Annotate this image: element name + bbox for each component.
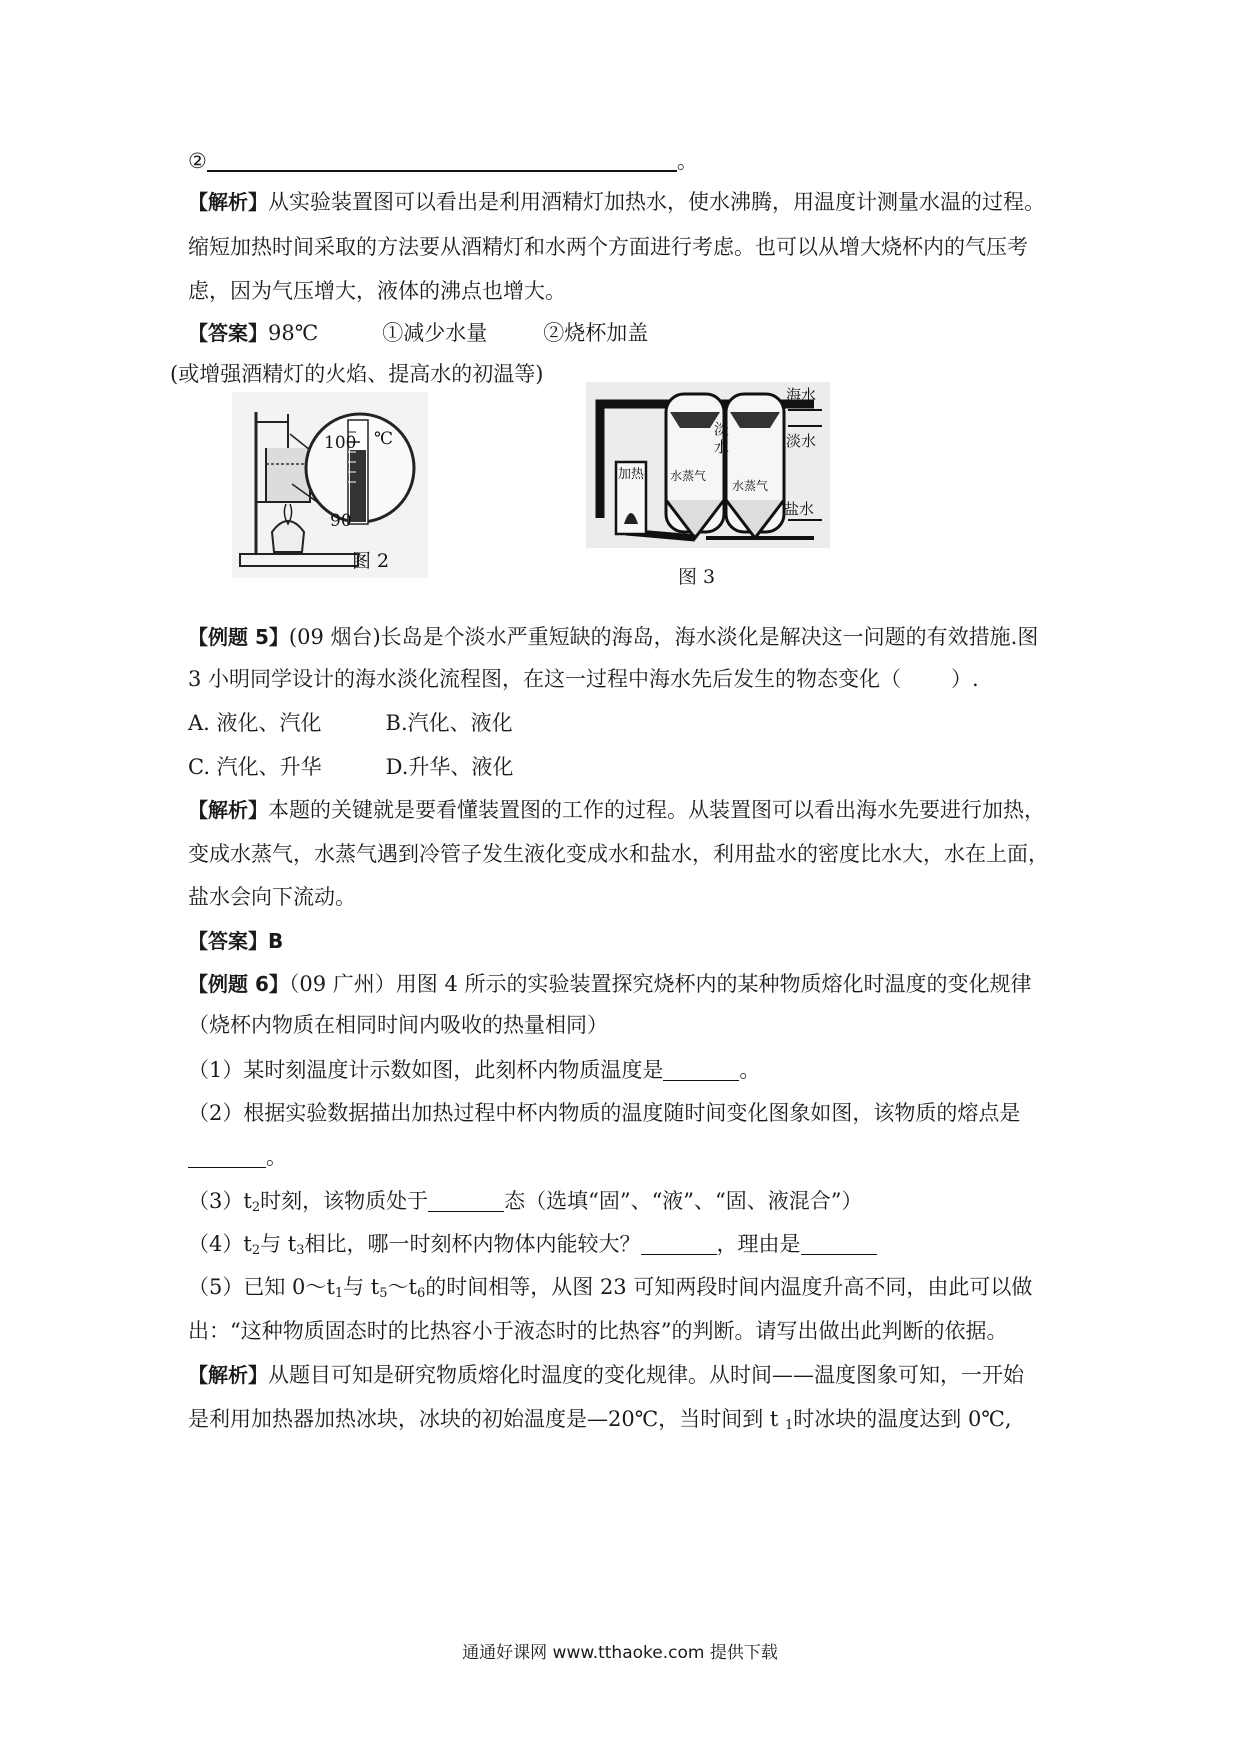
- question-2: （2）根据实验数据描出加热过程中杯内物质的温度随时间变化图象如图，该物质的熔点是: [188, 1101, 1021, 1125]
- label-vapor-2: 水蒸气: [732, 479, 769, 493]
- question-4: [188, 1229, 877, 1266]
- analysis-line-2: 缩短加热时间采取的方法要从酒精灯和水两个方面进行考虑。也可以从增大烧杯内的气压考: [188, 235, 1028, 259]
- figure-2-thermometer-apparatus: [232, 392, 428, 578]
- subscript: 2: [251, 1200, 261, 1215]
- page-footer: 通通好课网 www.tthaoke.com 提供下载: [462, 1643, 778, 1663]
- subscript: 1: [334, 1286, 344, 1301]
- analysis-text: 从题目可知是研究物质熔化时温度的变化规律。从时间——温度图象可知，一开始: [268, 1363, 1024, 1387]
- tick-label-100: 100: [324, 433, 357, 453]
- answer-line: [188, 318, 648, 348]
- answer-note: (或增强酒精灯的火焰、提高水的初温等): [170, 362, 544, 386]
- figure-3-desalination-diagram: [586, 382, 830, 548]
- analysis-text: 时冰块的温度达到 0℃,: [793, 1407, 1012, 1431]
- analysis-6-line-1: [188, 1360, 1024, 1390]
- analysis-line-1: [188, 187, 1045, 217]
- options-row-1: [188, 708, 513, 738]
- answer-value-2: ①减少水量: [382, 321, 488, 345]
- question-text: 时刻，该物质处于: [260, 1189, 429, 1213]
- figure-2-caption: 图 2: [352, 550, 390, 572]
- answer-blank: [801, 1236, 877, 1255]
- question-item-2: [188, 146, 698, 176]
- question-1: [188, 1055, 760, 1085]
- example-text-end: ）.: [951, 667, 979, 691]
- options-row-2: [188, 752, 513, 782]
- answer-value-1: 98℃: [268, 321, 319, 345]
- analysis-5-line-3: 盐水会向下流动。: [188, 885, 356, 909]
- label-water-1: 水: [714, 438, 730, 456]
- analysis-6-line-2: [188, 1404, 1012, 1441]
- subscript: 5: [379, 1286, 388, 1301]
- question-text: 态（选填“固”、“液”、“固、液混合”）: [504, 1189, 863, 1213]
- subscript: 1: [785, 1418, 794, 1433]
- question-3: [188, 1186, 863, 1223]
- question-text: （4）t: [188, 1232, 252, 1256]
- label-vapor-1: 水蒸气: [670, 469, 707, 483]
- answer-value: B: [268, 929, 284, 953]
- question-end: 。: [266, 1145, 287, 1169]
- analysis-text: 本题的关键就是要看懂装置图的工作的过程。从装置图可以看出海水先要进行加热，: [268, 798, 1045, 822]
- answer-blank: [188, 1149, 266, 1168]
- question-text: 与 t: [260, 1232, 297, 1256]
- question-text: ，理由是: [716, 1232, 801, 1256]
- example-6-line-2: （烧杯内物质在相同时间内吸收的热量相同）: [188, 1013, 608, 1037]
- answer-blank: [207, 150, 677, 172]
- answer-blank: [428, 1193, 504, 1212]
- option-b: B.汽化、液化: [385, 711, 513, 735]
- example-5-line-2: [188, 664, 979, 694]
- analysis-5-line-1: [188, 795, 1045, 825]
- label-brine: 盐水: [784, 500, 815, 518]
- question-end: 。: [739, 1058, 761, 1082]
- question-text: （5）已知 0～t: [188, 1275, 335, 1299]
- subscript: 3: [296, 1243, 305, 1258]
- answer-label: 【答案】: [188, 321, 268, 345]
- item-marker: ②: [188, 149, 207, 173]
- question-text: （1）某时刻温度计示数如图，此刻杯内物质温度是: [188, 1058, 664, 1082]
- question-5: [188, 1272, 1032, 1309]
- example-text: （09 广州）用图 4 所示的实验装置探究烧杯内的某种物质熔化时温度的变化规律: [288, 972, 1032, 996]
- analysis-label: 【解析】: [188, 798, 268, 822]
- analysis-text: 是利用加热器加热冰块，冰块的初始温度是—20℃，当时间到 t: [188, 1407, 786, 1431]
- answer-blank: [663, 1062, 739, 1081]
- question-text: 与 t: [343, 1275, 380, 1299]
- question-text: ～t: [387, 1275, 417, 1299]
- answer-5-line: [188, 926, 283, 956]
- question-text: 的时间相等，从图 23 可知两段时间内温度升高不同，由此可以做: [425, 1275, 1033, 1299]
- question-5-line-2: 出：“这种物质固态时的比热容小于液态时的比热容”的判断。请写出做出此判断的依据。: [188, 1319, 1008, 1343]
- example-text: 3 小明同学设计的海水淡化流程图，在这一过程中海水先后发生的物态变化（: [188, 667, 902, 691]
- answer-label: 【答案】: [188, 929, 268, 953]
- tick-label-90: 90: [330, 511, 352, 531]
- analysis-text: 从实验装置图可以看出是利用酒精灯加热水，使水沸腾，用温度计测量水温的过程。: [268, 190, 1045, 214]
- analysis-label: 【解析】: [188, 1363, 268, 1387]
- analysis-line-3: 虑，因为气压增大，液体的沸点也增大。: [188, 279, 566, 303]
- question-text: （3）t: [188, 1189, 252, 1213]
- example-label: 【例题 6】: [188, 972, 289, 996]
- answer-value-3: ②烧杯加盖: [543, 321, 649, 345]
- label-fresh-1: 淡: [714, 420, 730, 438]
- item-end: 。: [676, 149, 698, 173]
- option-c: C. 汽化、升华: [188, 755, 322, 779]
- answer-blank: [641, 1236, 717, 1255]
- label-seawater: 海水: [786, 386, 817, 404]
- label-heating: 加热: [618, 467, 645, 482]
- option-a: A. 液化、汽化: [188, 711, 322, 735]
- question-text: 相比，哪一时刻杯内物体内能较大？: [304, 1232, 641, 1256]
- analysis-label: 【解析】: [188, 190, 268, 214]
- question-2-blank-line: [188, 1142, 287, 1172]
- option-d: D.升华、液化: [385, 755, 514, 779]
- example-text: (09 烟台)长岛是个淡水严重短缺的海岛，海水淡化是解决这一问题的有效措施.图: [288, 625, 1039, 649]
- unit-label: ℃: [374, 429, 394, 449]
- example-6-line-1: [188, 969, 1032, 999]
- label-freshwater: 淡水: [786, 432, 817, 450]
- example-5-line-1: [188, 622, 1038, 652]
- example-label: 【例题 5】: [188, 625, 289, 649]
- subscript: 2: [251, 1243, 261, 1258]
- subscript: 6: [416, 1286, 426, 1301]
- analysis-5-line-2: 变成水蒸气，水蒸气遇到冷管子发生液化变成水和盐水，利用盐水的密度比水大，水在上面，: [188, 842, 1049, 866]
- figure-3-caption: 图 3: [678, 566, 716, 588]
